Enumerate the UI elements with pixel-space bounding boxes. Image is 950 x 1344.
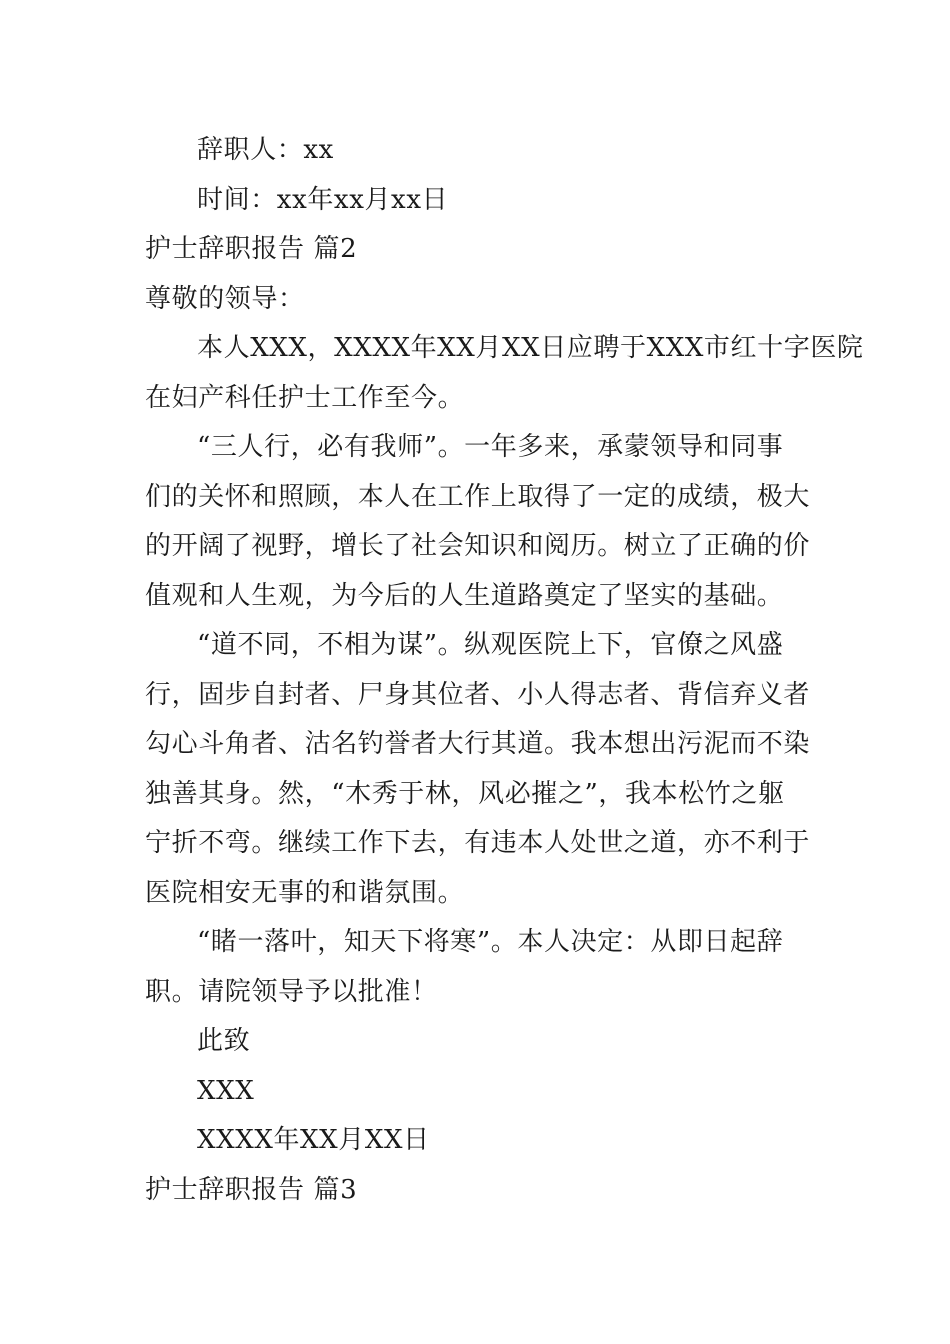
- paragraph-3: [145, 621, 810, 918]
- date-line: 时间：xx年xx月xx日: [197, 184, 449, 215]
- paragraph-line: “三人行，必有我师”。一年多来，承蒙领导和同事: [197, 432, 784, 462]
- paragraph-line: 行，固步自封者、尸身其位者、小人得志者、背信弃义者: [145, 679, 811, 710]
- paragraph-line: 值观和人生观，为今后的人生道路奠定了坚实的基础。: [145, 580, 784, 611]
- closing-date: XXXX年XX月XX日: [197, 1125, 430, 1155]
- document-body: [145, 126, 864, 1215]
- paragraph-line: 的开阔了视野，增长了社会知识和阅历。树立了正确的价: [145, 531, 811, 561]
- paragraph-2: [145, 423, 810, 621]
- paragraph-4: [145, 918, 810, 1017]
- paragraph-line: “睹一落叶，知天下将寒”。本人决定：从即日起辞: [197, 927, 784, 957]
- paragraph-line: 在妇产科任护士工作至今。: [145, 382, 465, 413]
- paragraph-line: 职。请院领导予以批准！: [145, 976, 438, 1007]
- paragraph-line: 宁折不弯。继续工作下去，有违本人处世之道，亦不利于: [145, 828, 811, 858]
- paragraph-line: 们的关怀和照顾，本人在工作上取得了一定的成绩，极大: [145, 481, 811, 512]
- salutation: 尊敬的领导：: [145, 283, 305, 314]
- paragraph-1: [145, 324, 864, 423]
- section-2-title: 护士辞职报告 篇2: [145, 234, 358, 264]
- signer-name: XXX: [197, 1075, 255, 1106]
- signature-line: 辞职人：xx: [197, 135, 334, 165]
- section-3-title: 护士辞职报告 篇3: [145, 1174, 358, 1205]
- closing-phrase: 此致: [197, 1026, 251, 1056]
- paragraph-line: “道不同，不相为谋”。纵观医院上下，官僚之风盛: [197, 630, 784, 660]
- paragraph-line: 本人XXX，XXXX年XX月XX日应聘于XXX市红十字医院: [197, 333, 864, 363]
- paragraph-line: 医院相安无事的和谐氛围。: [145, 877, 465, 908]
- paragraph-line: 独善其身。然，“木秀于林，风必摧之”，我本松竹之躯: [145, 778, 785, 809]
- paragraph-line: 勾心斗角者、沽名钓誉者大行其道。我本想出污泥而不染: [145, 729, 811, 759]
